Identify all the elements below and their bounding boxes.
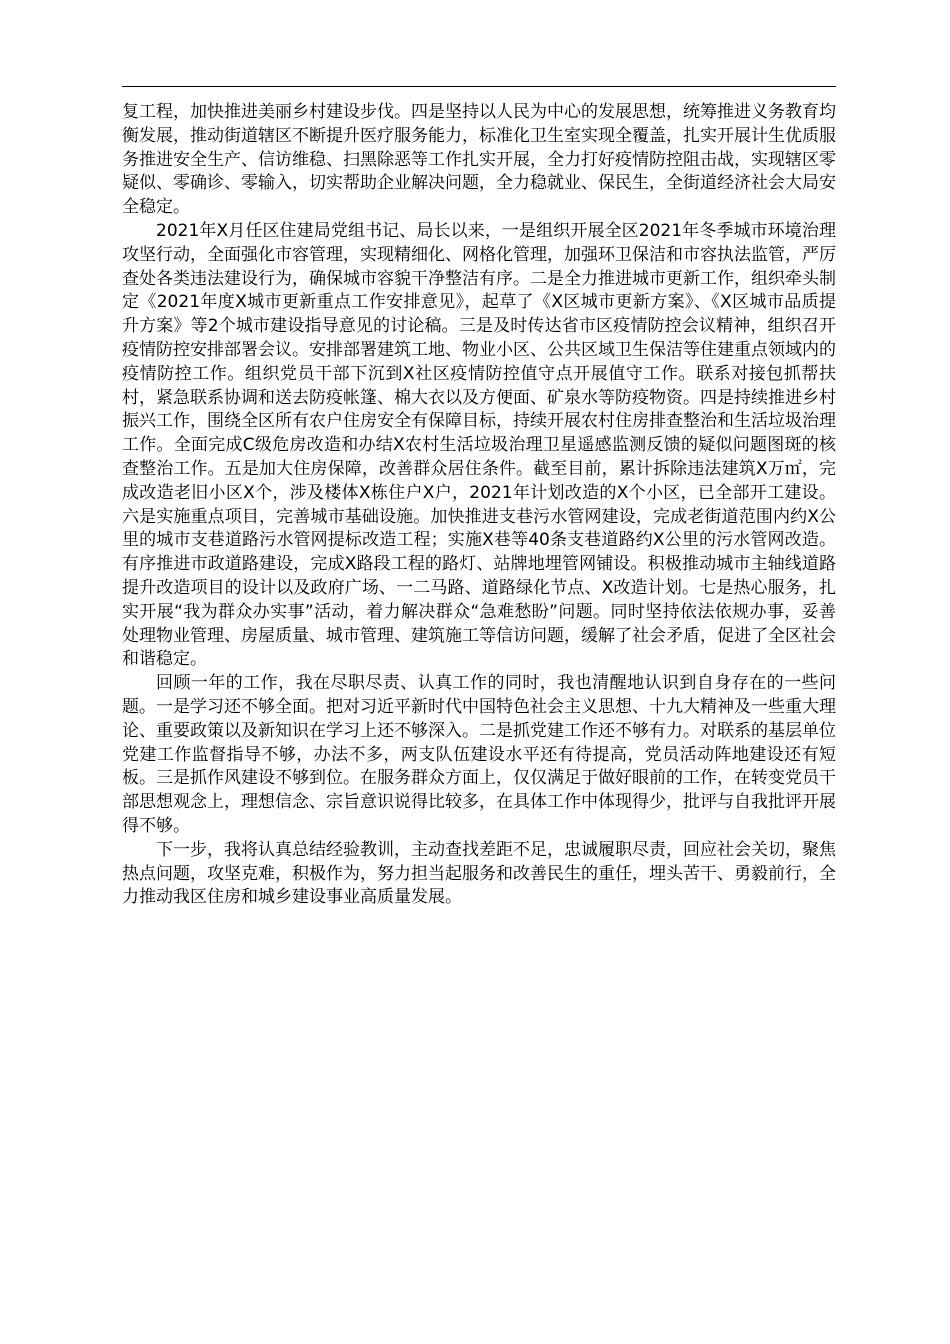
document-body xyxy=(122,101,836,910)
header-rule xyxy=(122,86,836,87)
paragraph-1: 复工程，加快推进美丽乡村建设步伐。四是坚持以人民为中心的发展思想，统筹推进义务教育均衡发展，推动街道辖区不断提升医疗服务能力，标准化卫生室实现全覆盖，扎实开展计生优质服务推进安全生产、信访维稳、扫黑除恶等工作扎实开展，全力打好疫情防控阻击战，实现辖区零疑似、零确诊、零输入，切实帮助企业解决问题，全力稳就业、保民生，全街道经济社会大局安全稳定。 xyxy=(122,102,836,218)
paragraph-3: 回顾一年的工作，我在尽职尽责、认真工作的同时，我也清醒地认识到自身存在的一些问题。一是学习还不够全面。把对习近平新时代中国特色社会主义思想、十九大精神及一些重大理论、重要政策以及新知识在学习上还不够深入。二是抓党建工作还不够有力。对联系的基层单位党建工作监督指导不够，办法不多，两支队伍建设水平还有待提高，党员活动阵地建设还有短板。三是抓作风建设不够到位。在服务群众方面上，仅仅满足于做好眼前的工作，在转变党员干部思想观念上，理想信念、宗旨意识说得比较多，在具体工作中体现得少，批评与自我批评开展得不够。 xyxy=(122,673,836,836)
paragraph-2: 2021年X月任区住建局党组书记、局长以来，一是组织开展全区2021年冬季城市环境治理攻坚行动，全面强化市容管理，实现精细化、网格化管理，加强环卫保洁和市容执法监管，严厉查处各类违法建设行为，确保城市容貌干净整洁有序。二是全力推进城市更新工作，组织牵头制定《2021年度X城市更新重点工作安排意见》，起草了《X区城市更新方案》、《X区城市品质提升方案》等2个城市建设指导意见的讨论稿。三是及时传达省市区疫情防控会议精神，组织召开疫情防控安排部署会议。安排部署建筑工地、物业小区、公共区域卫生保洁等住建重点领域内的疫情防控工作。组织党员干部下沉到X社区疫情防控值守点开展值守工作。联系对接包抓帮扶村，紧急联系协调和送去防疫帐篷、棉大衣以及方便面、矿泉水等防疫物资。四是持续推进乡村振兴工作，围绕全区所有农户住房安全有保障目标，持续开展农村住房排查整治和生活垃圾治理工作。全面完成C级危房改造和办结X农村生活垃圾治理卫星遥感监测反馈的疑似问题图斑的核查整治工作。五是加大住房保障，改善群众居住条件。截至目前，累计拆除违法建筑X万㎡，完成改造老旧小区X个，涉及楼体X栋住户X户，2021年计划改造的X个小区，已全部开工建设。六是实施重点项目，完善城市基础设施。加快推进支巷污水管网建设，完成老街道范围内约X公里的城市支巷道路污水管网提标改造工程；实施X巷等40条支巷道路约X公里的污水管网改造。有序推进市政道路建设，完成X路段工程的路灯、站牌地埋管网铺设。积极推动城市主轴线道路提升改造项目的设计以及政府广场、一二马路、道路绿化节点、X改造计划。七是热心服务，扎实开展“我为群众办实事”活动，着力解决群众“急难愁盼”问题。同时坚持依法依规办事，妥善处理物业管理、房屋质量、城市管理、建筑施工等信访问题，缓解了社会矛盾，促进了全区社会和谐稳定。 xyxy=(122,220,836,670)
paragraph-4: 下一步，我将认真总结经验教训，主动查找差距不足，忠诚履职尽责，回应社会关切，聚焦热点问题，攻坚克难，积极作为，努力担当起服务和改善民生的重任，埋头苦干、勇毅前行，全力推动我区住房和城乡建设事业高质量发展。 xyxy=(122,839,836,908)
